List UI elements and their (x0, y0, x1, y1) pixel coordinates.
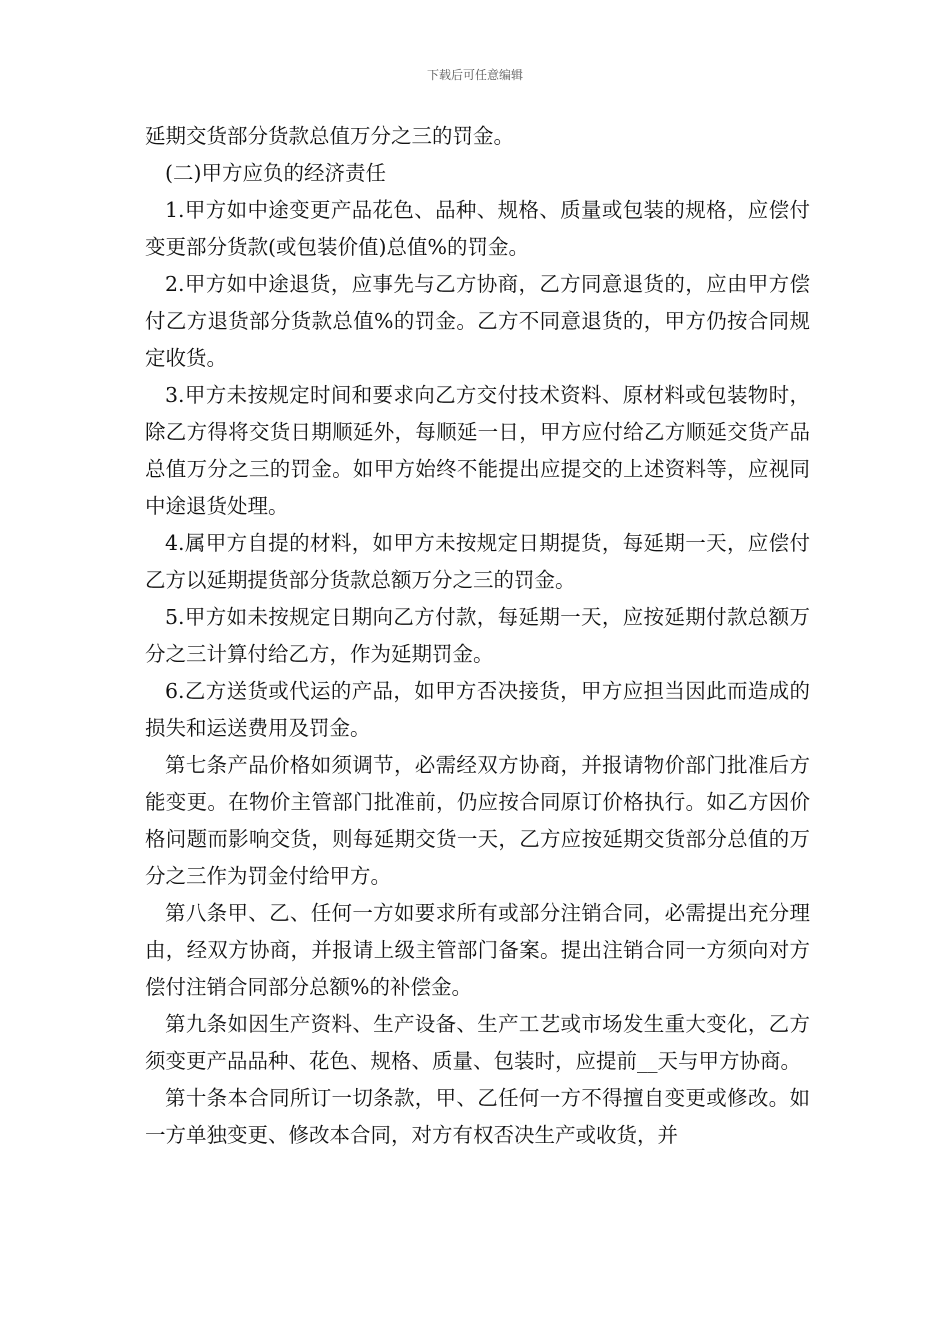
clause-6: 6.乙方送货或代运的产品，如甲方否决接货，甲方应担当因此而造成的损失和运送费用及罚金。 (145, 679, 810, 740)
section-heading: (二)甲方应负的经济责任 (165, 161, 386, 185)
article-9: 第九条如因生产资料、生产设备、生产工艺或市场发生重大变化，乙方须变更产品品种、花色、规格、质量、包装时，应提前__天与甲方协商。 (145, 1012, 810, 1073)
clause-5: 5.甲方如未按规定日期向乙方付款，每延期一天，应按延期付款总额万分之三计算付给乙方，作为延期罚金。 (145, 605, 810, 666)
article-8: 第八条甲、乙、任何一方如要求所有或部分注销合同，必需提出充分理由，经双方协商，并报请上级主管部门备案。提出注销合同一方须向对方偿付注销合同部分总额%的补偿金。 (145, 901, 810, 999)
article-7: 第七条产品价格如须调节，必需经双方协商，并报请物价部门批准后方能变更。在物价主管部门批准前，仍应按合同原订价格执行。如乙方因价格问题而影响交货，则每延期交货一天，乙方应按延期交货部分总值的万分之三作为罚金付给甲方。 (145, 753, 810, 888)
clause-4: 4.属甲方自提的材料，如甲方未按规定日期提货，每延期一天，应偿付乙方以延期提货部分货款总额万分之三的罚金。 (145, 531, 810, 592)
paragraph-1: 延期交货部分货款总值万分之三的罚金。 (145, 124, 514, 148)
document-body (145, 118, 810, 1154)
clause-2: 2.甲方如中途退货，应事先与乙方协商，乙方同意退货的，应由甲方偿付乙方退货部分货款总值%的罚金。乙方不同意退货的，甲方仍按合同规定收货。 (145, 272, 810, 370)
clause-3: 3.甲方未按规定时间和要求向乙方交付技术资料、原材料或包装物时，除乙方得将交货日期顺延外，每顺延一日，甲方应付给乙方顺延交货产品总值万分之三的罚金。如甲方始终不能提出应提交的上述资料等，应视同中途退货处理。 (145, 383, 810, 518)
clause-1: 1.甲方如中途变更产品花色、品种、规格、质量或包装的规格，应偿付变更部分货款(或包装价值)总值%的罚金。 (145, 198, 810, 259)
page-header: 下载后可任意编辑 (426, 68, 523, 82)
article-10: 第十条本合同所订一切条款，甲、乙任何一方不得擅自变更或修改。如一方单独变更、修改本合同，对方有权否决生产或收货，并 (145, 1086, 810, 1147)
